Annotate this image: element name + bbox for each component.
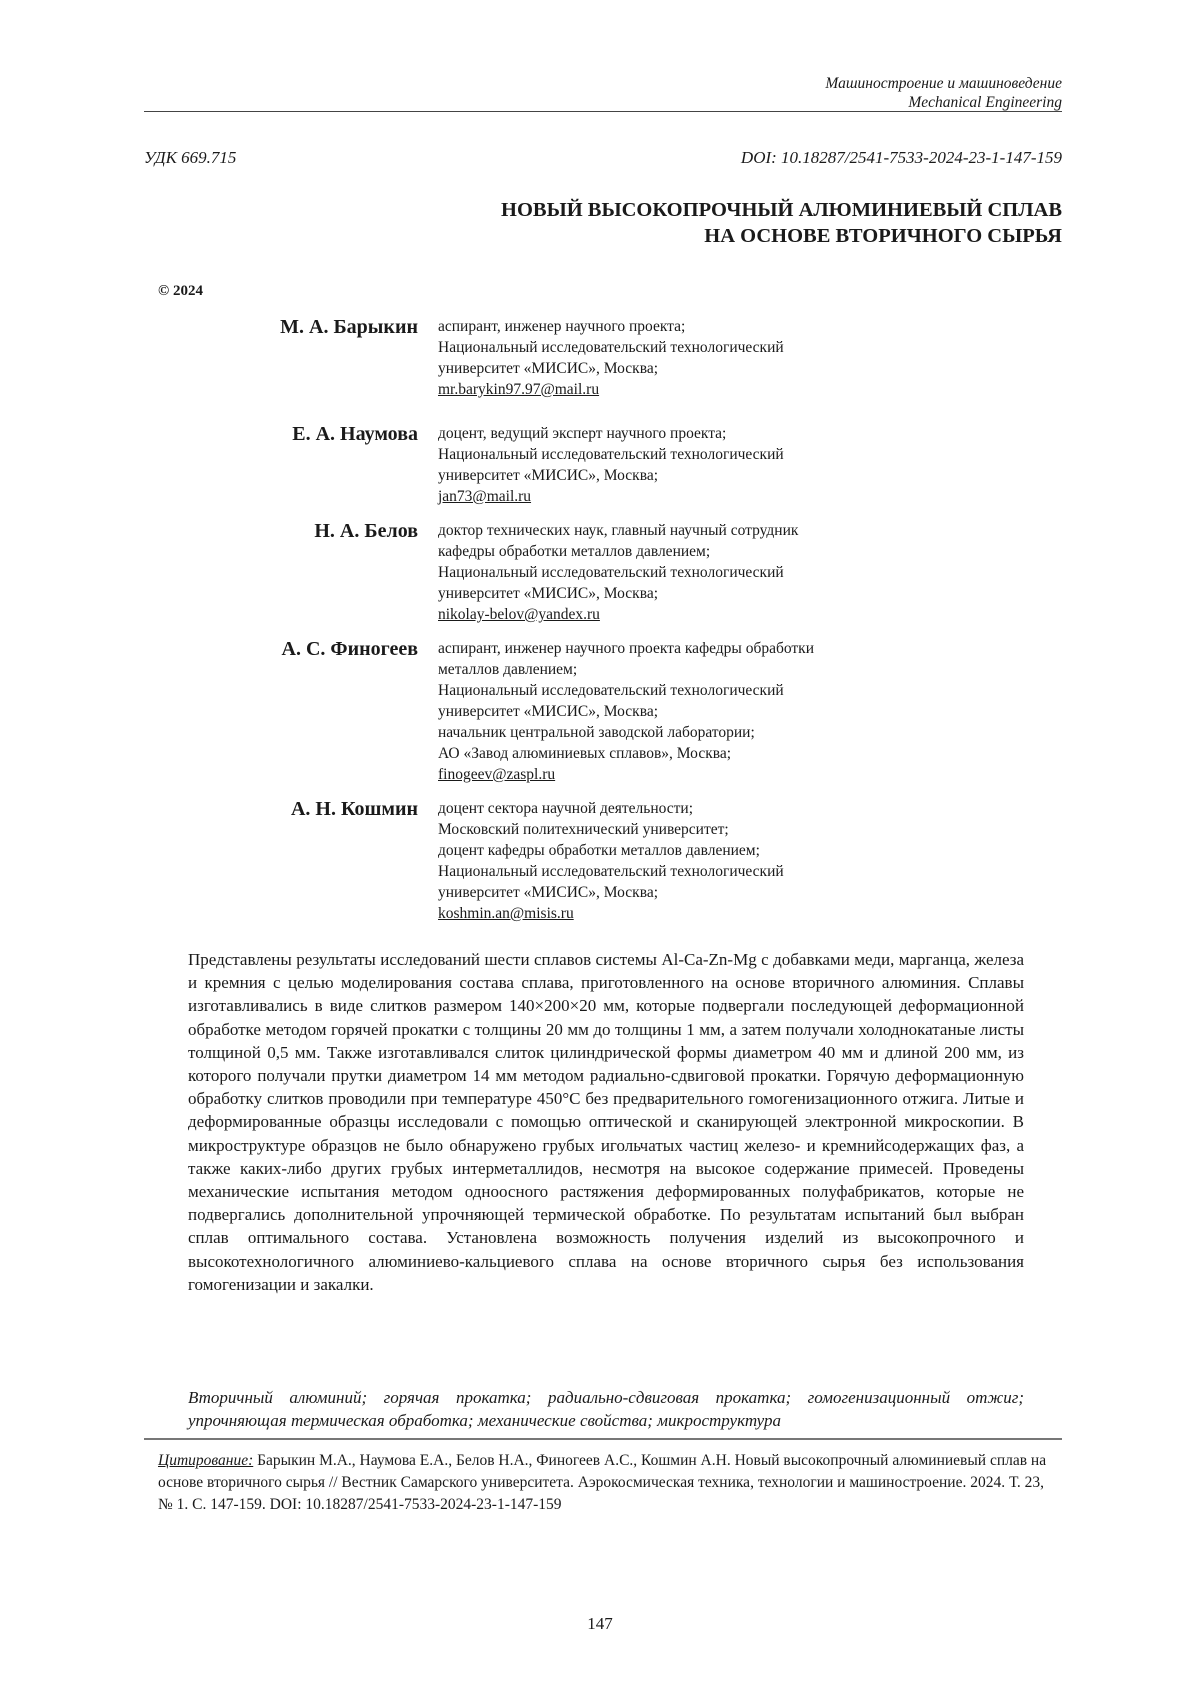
doi: DOI: 10.18287/2541-7533-2024-23-1-147-159 bbox=[740, 148, 1062, 167]
affiliation-line: аспирант, инженер научного проекта; bbox=[438, 318, 686, 335]
affiliation-line: аспирант, инженер научного проекта кафедры обработки bbox=[438, 640, 815, 657]
author-affiliation bbox=[438, 520, 998, 625]
article-title bbox=[501, 197, 1062, 249]
affiliation-line: университет «МИСИС», Москва; bbox=[438, 360, 659, 377]
author-affiliation bbox=[438, 638, 998, 785]
author-name: А. Н. Кошмин bbox=[290, 798, 418, 820]
page-number: 147 bbox=[587, 1614, 613, 1633]
author-email-link[interactable]: koshmin.an@misis.ru bbox=[438, 905, 574, 922]
author-affiliation bbox=[438, 316, 998, 400]
affiliation-line: университет «МИСИС», Москва; bbox=[438, 884, 659, 901]
title-line-2: НА ОСНОВЕ ВТОРИЧНОГО СЫРЬЯ bbox=[704, 225, 1062, 247]
author-block bbox=[144, 520, 1062, 625]
citation-block bbox=[158, 1450, 1062, 1516]
author-email-link[interactable]: mr.barykin97.97@mail.ru bbox=[438, 381, 600, 398]
author-affiliation bbox=[438, 423, 998, 507]
author-block bbox=[144, 798, 1062, 924]
author-affiliation bbox=[438, 798, 998, 924]
author-email-link[interactable]: jan73@mail.ru bbox=[438, 488, 532, 505]
affiliation-line: металлов давлением; bbox=[438, 661, 578, 678]
title-line-1: НОВЫЙ ВЫСОКОПРОЧНЫЙ АЛЮМИНИЕВЫЙ СПЛАВ bbox=[501, 199, 1062, 221]
keywords: Вторичный алюминий; горячая прокатка; радиально-сдвиговая прокатка; гомогенизационный отжиг; упрочняющая термическая обработка; механические свойства; микроструктура bbox=[188, 1388, 1024, 1431]
affiliation-line: кафедры обработки металлов давлением; bbox=[438, 543, 711, 560]
running-head bbox=[825, 74, 1062, 112]
udk-code: УДК 669.715 bbox=[144, 148, 237, 167]
author-name: Е. А. Наумова bbox=[292, 423, 418, 445]
journal-section-ru: Машиностроение и машиноведение bbox=[825, 75, 1062, 92]
author-name: Н. А. Белов bbox=[314, 520, 418, 542]
header-rule bbox=[144, 111, 1062, 112]
affiliation-line: доцент сектора научной деятельности; bbox=[438, 800, 694, 817]
affiliation-line: университет «МИСИС», Москва; bbox=[438, 467, 659, 484]
author-list bbox=[144, 316, 1062, 924]
citation-label: Цитирование: bbox=[158, 1452, 254, 1469]
affiliation-line: доктор технических наук, главный научный сотрудник bbox=[438, 522, 799, 539]
author-block bbox=[144, 316, 1062, 400]
citation-divider bbox=[144, 1438, 1062, 1440]
citation-text: Барыкин М.А., Наумова Е.А., Белов Н.А., Финогеев А.С., Кошмин А.Н. Новый высокопрочный алюминиевый сплав на основе вторичного сырья // Вестник Самарского университета. Аэрокосмическая техника, технологии и машиностроение. 2024. Т. 23, № 1. С. 147-159. DOI: 10.18287/2541-7533-2024-23-1-147-159 bbox=[158, 1452, 1047, 1513]
affiliation-line: Московский политехнический университет; bbox=[438, 821, 729, 838]
copyright: © 2024 bbox=[158, 283, 203, 299]
affiliation-line: доцент кафедры обработки металлов давлением; bbox=[438, 842, 760, 859]
author-email-link[interactable]: finogeev@zaspl.ru bbox=[438, 766, 556, 783]
author-block bbox=[144, 423, 1062, 507]
affiliation-line: доцент, ведущий эксперт научного проекта; bbox=[438, 425, 727, 442]
author-block bbox=[144, 638, 1062, 785]
author-name: М. А. Барыкин bbox=[280, 316, 418, 338]
affiliation-line: университет «МИСИС», Москва; bbox=[438, 585, 659, 602]
abstract: Представлены результаты исследований шести сплавов системы Al-Ca-Zn-Mg с добавками меди, марганца, железа и кремния с целью моделирования состава сплава, приготовленного на основе вторичного алюминия. Сплавы изготавливались в виде слитков размером 140×200×20 мм, которые подвергали последующей деформационной обработке методом горячей прокатки с толщины 20 мм до толщины 1 мм, а затем получали холоднокатаные листы толщиной 0,5 мм. Также изготавливался слиток цилиндрической формы диаметром 40 мм и длиной 200 мм, из которого получали прутки диаметром 14 мм методом радиально-сдвиговой прокатки. Горячую деформационную обработку слитков проводили при температуре 450°С без предварительного гомогенизационного отжига. Литые и деформированные образцы исследовали с помощью оптической и сканирующей электронной микроскопии. В микроструктуре образцов не было обнаружено грубых игольчатых частиц железо- и кремнийсодержащих фаз, а также каких-либо других грубых интерметаллидов, несмотря на высокое содержание примесей. Проведены механические испытания методом одноосного растяжения деформированных полуфабрикатов, которые не подвергались дополнительной упрочняющей термической обработке. По результатам испытаний был выбран сплав оптимального состава. Установлена возможность получения изделий из высокопрочного и высокотехнологичного алюминиево-кальциевого сплава на основе вторичного сырья без использования гомогенизации и закалки. bbox=[188, 950, 1024, 1294]
author-name: А. С. Финогеев bbox=[281, 638, 418, 660]
affiliation-line: Национальный исследовательский технологический bbox=[438, 863, 784, 880]
author-email-link[interactable]: nikolay-belov@yandex.ru bbox=[438, 606, 600, 623]
affiliation-line: Национальный исследовательский технологический bbox=[438, 339, 784, 356]
affiliation-line: Национальный исследовательский технологический bbox=[438, 564, 784, 581]
journal-section-en: Mechanical Engineering bbox=[908, 94, 1062, 111]
affiliation-line: АО «Завод алюминиевых сплавов», Москва; bbox=[438, 745, 732, 762]
affiliation-line: Национальный исследовательский технологический bbox=[438, 446, 784, 463]
affiliation-line: Национальный исследовательский технологический bbox=[438, 682, 784, 699]
affiliation-line: университет «МИСИС», Москва; bbox=[438, 703, 659, 720]
affiliation-line: начальник центральной заводской лаборатории; bbox=[438, 724, 755, 741]
